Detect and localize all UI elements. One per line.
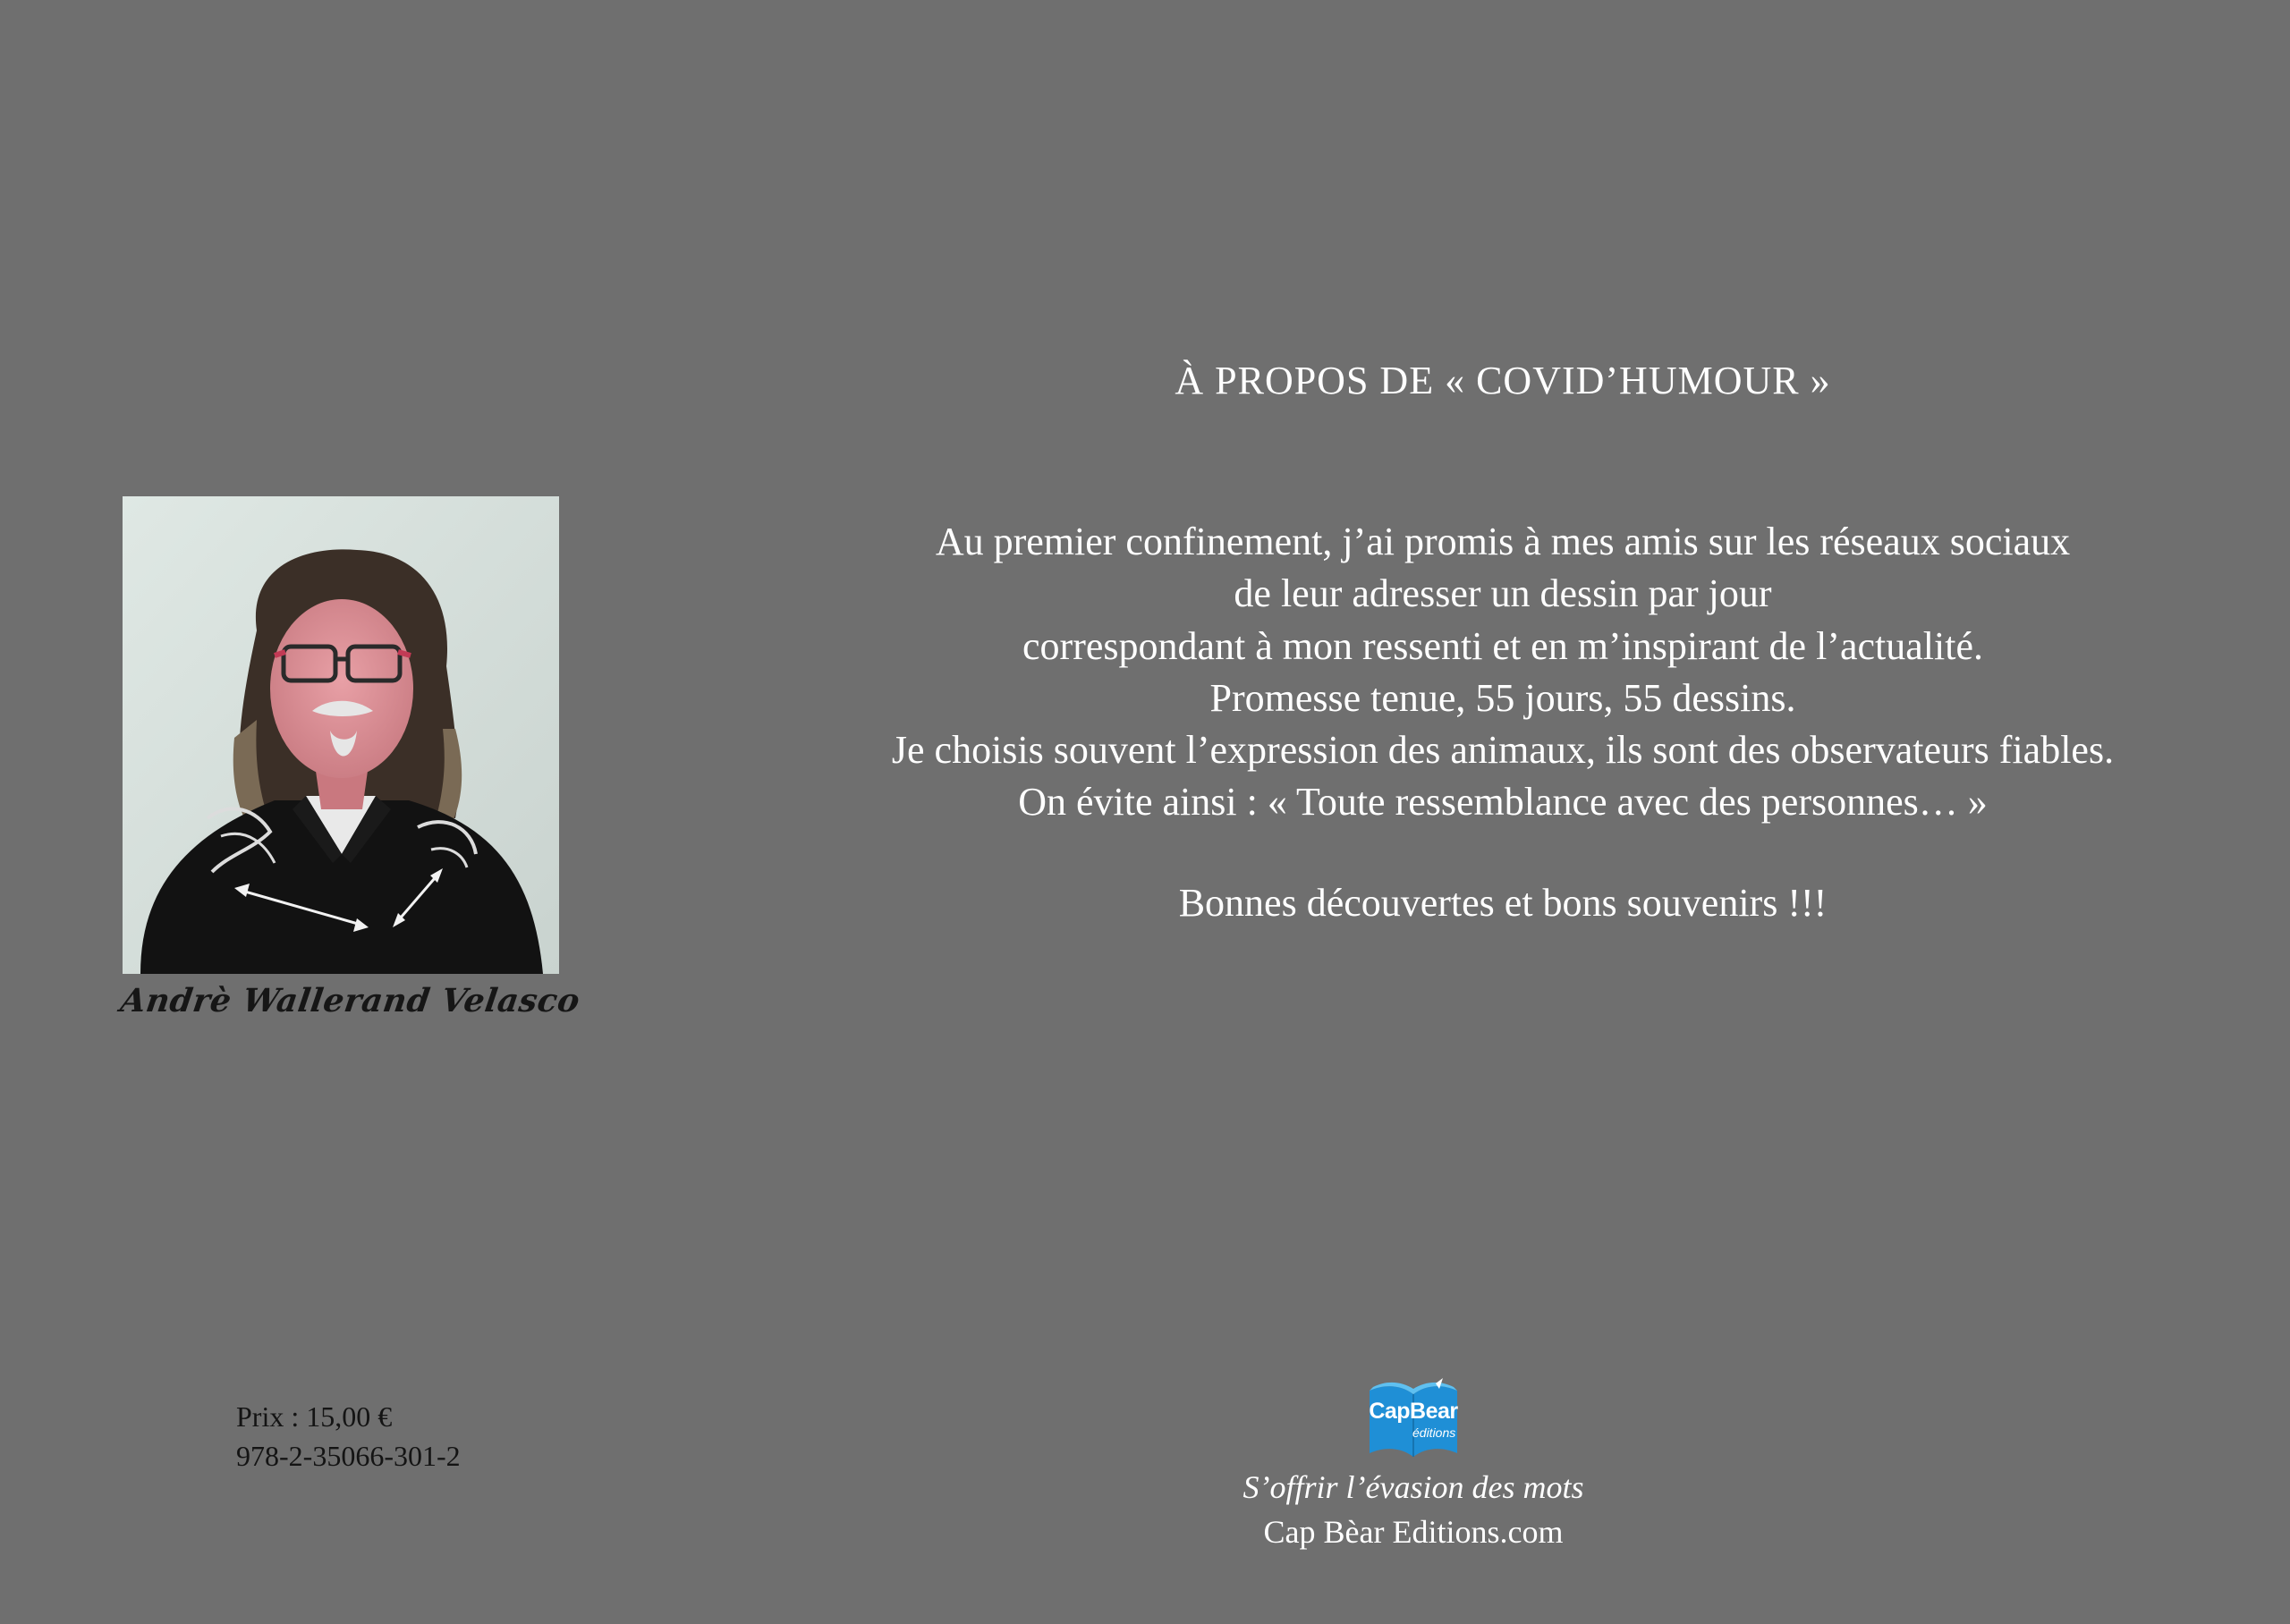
publisher-website: Cap Bèar Editions.com <box>1263 1514 1564 1550</box>
body-line: correspondant à mon ressenti et en m’inspirant de l’actualité. <box>1022 623 1983 668</box>
publisher-tagline: S’offrir l’évasion des mots <box>1243 1469 1584 1505</box>
author-portrait-icon <box>123 496 559 974</box>
body-line: Je choisis souvent l’expression des animaux, ils sont des observateurs fiables. <box>891 728 2115 773</box>
logo-wordmark: CapBear <box>1369 1399 1458 1424</box>
publisher-logo <box>1366 1378 1461 1459</box>
price-label: Prix : 15,00 € <box>236 1400 393 1433</box>
body-line: On évite ainsi : « Toute ressemblance avec des personnes… » <box>1018 780 1988 825</box>
price-block <box>236 1397 461 1476</box>
body-line: Promesse tenue, 55 jours, 55 dessins. <box>1209 675 1796 720</box>
body-line: Au premier confinement, j’ai promis à mes amis sur les réseaux sociaux <box>935 520 2071 563</box>
body-line: de leur adresser un dessin par jour <box>1234 571 1772 616</box>
author-photo <box>123 496 559 974</box>
about-heading: À PROPOS DE « COVID’HUMOUR » <box>1175 359 1831 402</box>
isbn-number: 978-2-35066-301-2 <box>236 1440 461 1472</box>
closing-line: Bonnes découvertes et bons souvenirs !!! <box>1178 881 1828 925</box>
author-signature: Andrè Wallerand Velasco <box>118 982 582 1019</box>
about-body <box>769 516 2236 829</box>
logo-subtext: éditions <box>1412 1425 1456 1440</box>
